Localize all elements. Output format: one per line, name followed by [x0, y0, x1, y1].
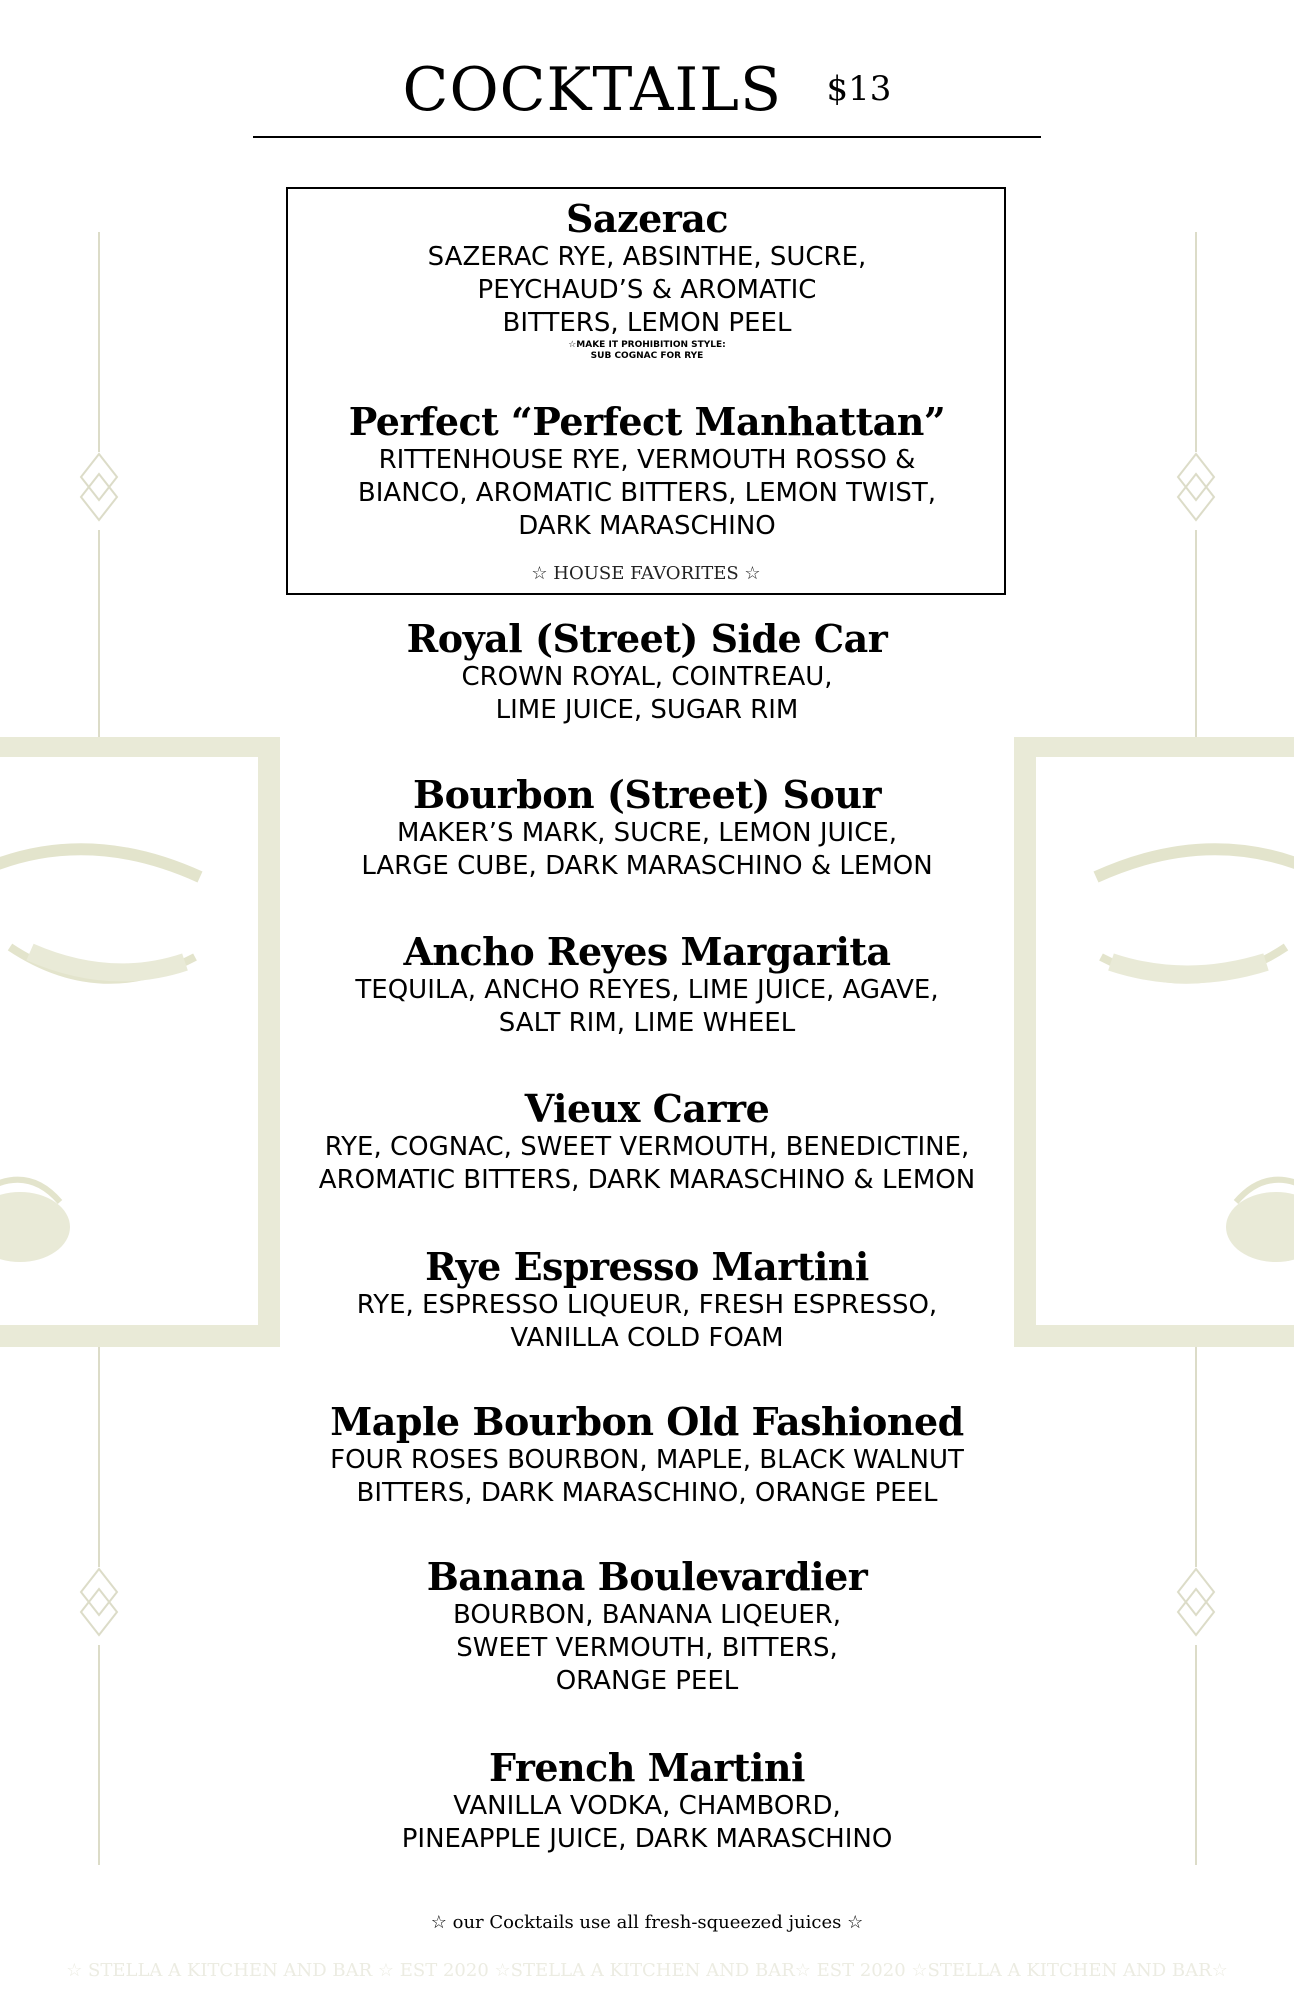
item-description-line: LIME JUICE, SUGAR RIM — [495, 695, 799, 725]
item-description-line: VANILLA COLD FOAM — [510, 1323, 784, 1353]
menu-item — [240, 930, 1054, 1040]
item-note-line: SUB COGNAC FOR RYE — [590, 351, 704, 361]
item-name: Sazerac — [565, 196, 729, 241]
title-divider — [253, 136, 1041, 138]
item-name: Maple Bourbon Old Fashioned — [330, 1399, 964, 1444]
right-deco-line-end — [1195, 1645, 1197, 1865]
menu-item — [240, 400, 1054, 543]
right-diamond-ornament-top — [1176, 452, 1216, 522]
menu-item — [240, 1087, 1054, 1197]
item-note-line: ☆MAKE IT PROHIBITION STYLE: — [568, 340, 726, 350]
item-description-line: LARGE CUBE, DARK MARASCHINO & LEMON — [361, 851, 933, 881]
item-description-line: MAKER’S MARK, SUCRE, LEMON JUICE, — [396, 818, 898, 848]
right-face-frame — [1014, 737, 1294, 1347]
item-description-line: CROWN ROYAL, COINTREAU, — [461, 662, 833, 692]
menu-item — [240, 1400, 1054, 1510]
item-description-line: SAZERAC RYE, ABSINTHE, SUCRE, — [427, 242, 867, 272]
item-name: Rye Espresso Martini — [425, 1244, 869, 1289]
item-description-line: RYE, COGNAC, SWEET VERMOUTH, BENEDICTINE, — [324, 1132, 970, 1162]
item-name: Bourbon (Street) Sour — [413, 772, 881, 817]
left-deco-line-end — [98, 1645, 100, 1865]
menu-item — [240, 1245, 1054, 1355]
item-description-line: PINEAPPLE JUICE, DARK MARASCHINO — [401, 1824, 893, 1854]
left-diamond-ornament-top — [79, 452, 119, 522]
item-description-line: BITTERS, DARK MARASCHINO, ORANGE PEEL — [356, 1478, 938, 1508]
item-name: Perfect “Perfect Manhattan” — [348, 399, 946, 444]
left-deco-line-bottom — [98, 1347, 100, 1567]
menu-header — [0, 55, 1294, 125]
right-diamond-ornament-bottom — [1176, 1567, 1216, 1637]
item-description-line: RITTENHOUSE RYE, VERMOUTH ROSSO & — [378, 445, 916, 475]
left-diamond-ornament-bottom — [79, 1567, 119, 1637]
fresh-juice-note: ☆ our Cocktails use all fresh-squeezed juices ☆ — [430, 1912, 864, 1933]
item-description-line: ORANGE PEEL — [555, 1666, 739, 1696]
house-favorites-label: ☆ HOUSE FAVORITES ☆ — [531, 563, 761, 584]
item-description-line: FOUR ROSES BOURBON, MAPLE, BLACK WALNUT — [330, 1445, 964, 1475]
menu-title: COCKTAILS — [402, 55, 783, 125]
menu-item — [240, 1555, 1054, 1698]
item-description-line: PEYCHAUD’S & AROMATIC — [477, 275, 817, 305]
footer-brand-band: ☆ STELLA A KITCHEN AND BAR ☆ EST 2020 ☆STELLA A KITCHEN AND BAR☆ EST 2020 ☆STELLA A KITCHEN AND BAR☆ — [66, 1960, 1228, 1981]
menu-item — [240, 773, 1054, 883]
item-name: Ancho Reyes Margarita — [403, 929, 891, 974]
item-description-line: DARK MARASCHINO — [518, 511, 776, 541]
left-deco-line-mid — [98, 530, 100, 740]
left-face-image — [0, 757, 258, 1325]
item-description-line: RYE, ESPRESSO LIQUEUR, FRESH ESPRESSO, — [356, 1290, 938, 1320]
item-description-line: SALT RIM, LIME WHEEL — [498, 1008, 796, 1038]
item-description-line: BOURBON, BANANA LIQEUER, — [453, 1600, 841, 1630]
menu-price: $13 — [826, 69, 892, 109]
item-description-line: VANILLA VODKA, CHAMBORD, — [453, 1791, 841, 1821]
item-name: Vieux Carre — [524, 1086, 770, 1131]
right-face-image — [1036, 757, 1294, 1325]
item-description-line: BITTERS, LEMON PEEL — [502, 308, 792, 338]
item-name: Royal (Street) Side Car — [406, 616, 888, 661]
right-deco-line-top — [1195, 232, 1197, 452]
menu-item — [240, 1746, 1054, 1856]
left-face-frame — [0, 737, 280, 1347]
item-description-line: AROMATIC BITTERS, DARK MARASCHINO & LEMON — [318, 1165, 976, 1195]
left-deco-line-top — [98, 232, 100, 452]
item-description-line: TEQUILA, ANCHO REYES, LIME JUICE, AGAVE, — [355, 975, 939, 1005]
right-deco-line-bottom — [1195, 1347, 1197, 1567]
item-name: Banana Boulevardier — [426, 1554, 868, 1599]
item-description-line: BIANCO, AROMATIC BITTERS, LEMON TWIST, — [357, 478, 937, 508]
menu-item — [240, 197, 1054, 362]
right-deco-line-mid — [1195, 530, 1197, 740]
item-description-line: SWEET VERMOUTH, BITTERS, — [456, 1633, 838, 1663]
item-name: French Martini — [489, 1745, 805, 1790]
menu-item — [240, 617, 1054, 727]
